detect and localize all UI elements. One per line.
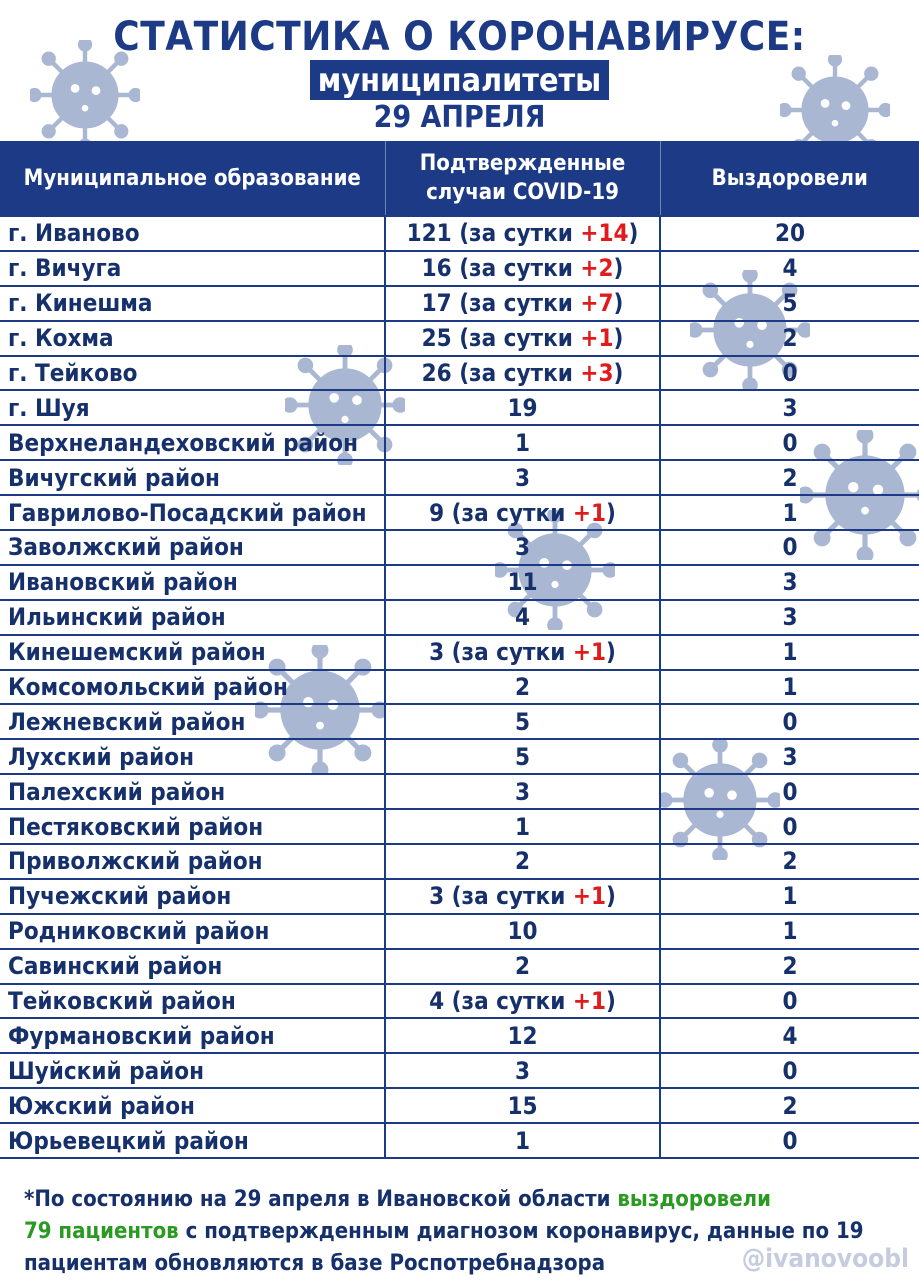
confirmed-cell bbox=[385, 984, 660, 1019]
confirmed-cell bbox=[385, 879, 660, 914]
recovered-count: 0 bbox=[660, 774, 919, 809]
table-row bbox=[0, 914, 919, 949]
daily-suffix: ) bbox=[605, 498, 616, 527]
table-row bbox=[0, 460, 919, 495]
table-row bbox=[0, 251, 919, 286]
daily-prefix: (за сутки bbox=[459, 254, 573, 283]
municipality-name: г. Кохма bbox=[0, 321, 385, 356]
table-row bbox=[0, 1123, 919, 1158]
municipality-name: Лухский район bbox=[0, 739, 385, 774]
recovered-count: 1 bbox=[660, 914, 919, 949]
confirmed-cell bbox=[385, 809, 660, 844]
recovered-count: 2 bbox=[660, 1088, 919, 1123]
confirmed-cell bbox=[385, 739, 660, 774]
confirmed-cell bbox=[385, 216, 660, 251]
recovered-count: 3 bbox=[660, 739, 919, 774]
daily-prefix: (за сутки bbox=[459, 359, 573, 387]
confirmed-cell bbox=[385, 425, 660, 460]
confirmed-cell bbox=[385, 670, 660, 705]
daily-increase: +7 bbox=[580, 289, 614, 318]
table-row bbox=[0, 844, 919, 879]
table-row bbox=[0, 809, 919, 844]
confirmed-count: 3 bbox=[429, 882, 445, 911]
recovered-count: 1 bbox=[660, 495, 919, 530]
municipality-name: Палехский район bbox=[0, 774, 385, 809]
header-confirmed: Подтвержденные случаи COVID-19 bbox=[385, 141, 660, 216]
municipality-name: Юрьевецкий район bbox=[0, 1123, 385, 1158]
confirmed-count: 25 bbox=[421, 324, 452, 353]
recovered-count: 1 bbox=[660, 670, 919, 705]
recovered-count: 0 bbox=[660, 1053, 919, 1088]
recovered-count: 3 bbox=[660, 600, 919, 635]
confirmed-count: 3 bbox=[514, 1056, 531, 1085]
confirmed-count: 3 bbox=[514, 777, 531, 806]
confirmed-count: 1 bbox=[514, 812, 531, 841]
daily-prefix: (за сутки bbox=[451, 987, 566, 1016]
stats-table bbox=[0, 141, 919, 1159]
recovered-count: 0 bbox=[660, 356, 919, 391]
municipality-name: г. Вичуга bbox=[0, 251, 385, 286]
municipality-name: Лежневский район bbox=[0, 704, 385, 739]
table-row bbox=[0, 774, 919, 809]
table-row bbox=[0, 495, 919, 530]
recovered-count: 0 bbox=[660, 425, 919, 460]
daily-increase: +1 bbox=[572, 638, 606, 667]
confirmed-cell bbox=[385, 914, 660, 949]
confirmed-count: 2 bbox=[514, 673, 531, 702]
daily-suffix: ) bbox=[613, 289, 624, 318]
municipality-name: Приволжский район bbox=[0, 844, 385, 879]
confirmed-count: 19 bbox=[507, 393, 538, 422]
recovered-count: 4 bbox=[660, 1018, 919, 1053]
daily-suffix: ) bbox=[613, 254, 624, 283]
municipality-name: г. Шуя bbox=[0, 390, 385, 425]
municipality-name: Гаврилово-Посадский район bbox=[0, 495, 385, 530]
confirmed-count: 1 bbox=[514, 1126, 531, 1155]
confirmed-count: 12 bbox=[507, 1021, 538, 1050]
daily-increase: +2 bbox=[580, 254, 614, 283]
daily-increase: +1 bbox=[580, 324, 614, 353]
social-handle: @ivanovoobl bbox=[741, 1244, 909, 1274]
confirmed-count: 3 bbox=[429, 638, 445, 667]
municipality-name: Пучежский район bbox=[0, 879, 385, 914]
municipality-name: Заволжский район bbox=[0, 530, 385, 565]
recovered-count: 0 bbox=[660, 1123, 919, 1158]
confirmed-cell bbox=[385, 460, 660, 495]
table-row bbox=[0, 1088, 919, 1123]
municipality-name: Пестяковский район bbox=[0, 809, 385, 844]
confirmed-count: 121 bbox=[406, 219, 452, 248]
municipality-name: Ильинский район bbox=[0, 600, 385, 635]
confirmed-cell bbox=[385, 356, 660, 391]
recovered-count: 2 bbox=[660, 949, 919, 984]
recovered-count: 20 bbox=[660, 216, 919, 251]
daily-suffix: ) bbox=[628, 219, 639, 248]
daily-suffix: ) bbox=[605, 882, 616, 911]
daily-prefix: (за сутки bbox=[451, 882, 566, 911]
confirmed-count: 5 bbox=[514, 707, 531, 736]
footnote-highlight-patients: 79 пациентов bbox=[24, 1219, 179, 1244]
municipality-name: г. Иваново bbox=[0, 216, 385, 251]
recovered-count: 0 bbox=[660, 809, 919, 844]
confirmed-cell bbox=[385, 844, 660, 879]
report-date: 29 АПРЕЛЯ bbox=[373, 100, 546, 135]
page-subtitle: муниципалитеты bbox=[310, 60, 609, 100]
table-row bbox=[0, 635, 919, 670]
daily-prefix: (за сутки bbox=[451, 638, 566, 667]
municipality-name: г. Тейково bbox=[0, 356, 385, 391]
daily-prefix: (за сутки bbox=[459, 219, 573, 248]
table-row bbox=[0, 670, 919, 705]
confirmed-count: 15 bbox=[507, 1091, 538, 1120]
confirmed-cell bbox=[385, 495, 660, 530]
table-row bbox=[0, 739, 919, 774]
recovered-count: 0 bbox=[660, 530, 919, 565]
confirmed-cell bbox=[385, 321, 660, 356]
confirmed-count: 26 bbox=[421, 359, 452, 387]
municipality-name: Фурмановский район bbox=[0, 1018, 385, 1053]
daily-increase: +1 bbox=[572, 882, 606, 911]
daily-increase: +3 bbox=[580, 359, 614, 387]
header-municipality: Муниципальное образование bbox=[0, 141, 385, 216]
daily-prefix: (за сутки bbox=[459, 324, 573, 353]
recovered-count: 3 bbox=[660, 390, 919, 425]
page-title: СТАТИСТИКА О КОРОНАВИРУСЕ: bbox=[113, 14, 806, 60]
municipality-name: г. Кинешма bbox=[0, 286, 385, 321]
confirmed-count: 17 bbox=[421, 289, 452, 318]
footnote-part1: *По состоянию на 29 апреля в Ивановской области bbox=[24, 1187, 618, 1212]
daily-suffix: ) bbox=[605, 638, 616, 667]
daily-suffix: ) bbox=[605, 987, 616, 1016]
table-row bbox=[0, 600, 919, 635]
confirmed-cell bbox=[385, 390, 660, 425]
header bbox=[0, 0, 919, 140]
confirmed-cell bbox=[385, 949, 660, 984]
confirmed-cell bbox=[385, 530, 660, 565]
daily-increase: +14 bbox=[580, 219, 629, 248]
header-recovered: Выздоровели bbox=[660, 141, 919, 216]
daily-suffix: ) bbox=[613, 359, 624, 387]
daily-prefix: (за сутки bbox=[459, 289, 573, 318]
table-row bbox=[0, 390, 919, 425]
municipality-name: Савинский район bbox=[0, 949, 385, 984]
confirmed-count: 1 bbox=[514, 428, 531, 457]
daily-prefix: (за сутки bbox=[451, 498, 566, 527]
municipality-name: Тейковский район bbox=[0, 984, 385, 1019]
confirmed-cell bbox=[385, 1053, 660, 1088]
table-row bbox=[0, 216, 919, 251]
recovered-count: 3 bbox=[660, 565, 919, 600]
table-row bbox=[0, 286, 919, 321]
table-row bbox=[0, 879, 919, 914]
table-row bbox=[0, 984, 919, 1019]
municipality-name: Вичугский район bbox=[0, 460, 385, 495]
table-row bbox=[0, 356, 919, 391]
municipality-name: Шуйский район bbox=[0, 1053, 385, 1088]
confirmed-count: 10 bbox=[507, 917, 538, 946]
confirmed-cell bbox=[385, 774, 660, 809]
table-header-row bbox=[0, 141, 919, 216]
confirmed-cell bbox=[385, 565, 660, 600]
confirmed-cell bbox=[385, 704, 660, 739]
confirmed-cell bbox=[385, 600, 660, 635]
table-row bbox=[0, 425, 919, 460]
footnote-highlight-recovered: выздоровели bbox=[617, 1187, 771, 1212]
recovered-count: 2 bbox=[660, 321, 919, 356]
municipality-name: Комсомольский район bbox=[0, 670, 385, 705]
recovered-count: 1 bbox=[660, 879, 919, 914]
confirmed-count: 16 bbox=[421, 254, 452, 283]
confirmed-count: 2 bbox=[514, 847, 531, 876]
confirmed-cell bbox=[385, 1123, 660, 1158]
confirmed-count: 4 bbox=[514, 603, 531, 632]
table-row bbox=[0, 565, 919, 600]
subtitle-wrap bbox=[0, 60, 919, 100]
confirmed-count: 9 bbox=[429, 498, 445, 527]
table-row bbox=[0, 1018, 919, 1053]
municipality-name: Кинешемский район bbox=[0, 635, 385, 670]
recovered-count: 2 bbox=[660, 844, 919, 879]
confirmed-count: 3 bbox=[514, 463, 531, 492]
recovered-count: 1 bbox=[660, 635, 919, 670]
confirmed-cell bbox=[385, 286, 660, 321]
recovered-count: 5 bbox=[660, 286, 919, 321]
recovered-count: 2 bbox=[660, 460, 919, 495]
table-row bbox=[0, 321, 919, 356]
table-row bbox=[0, 704, 919, 739]
municipality-name: Ивановский район bbox=[0, 565, 385, 600]
confirmed-count: 2 bbox=[514, 952, 531, 981]
municipality-name: Южский район bbox=[0, 1088, 385, 1123]
recovered-count: 0 bbox=[660, 704, 919, 739]
table-row bbox=[0, 530, 919, 565]
recovered-count: 0 bbox=[660, 984, 919, 1019]
confirmed-count: 11 bbox=[507, 568, 538, 597]
confirmed-count: 4 bbox=[429, 987, 445, 1016]
footnote-part2: с подтвержденным диагнозом коронавирус, данные по 19 пациентам обновляются в базе Роспотребнадзора bbox=[24, 1219, 864, 1276]
confirmed-count: 5 bbox=[514, 742, 531, 771]
confirmed-cell bbox=[385, 1018, 660, 1053]
confirmed-cell bbox=[385, 251, 660, 286]
table-row bbox=[0, 1053, 919, 1088]
confirmed-count: 3 bbox=[514, 533, 531, 562]
municipality-name: Верхнеландеховский район bbox=[0, 425, 385, 460]
confirmed-cell bbox=[385, 1088, 660, 1123]
municipality-name: Родниковский район bbox=[0, 914, 385, 949]
daily-increase: +1 bbox=[572, 987, 606, 1016]
confirmed-cell bbox=[385, 635, 660, 670]
daily-increase: +1 bbox=[572, 498, 606, 527]
recovered-count: 4 bbox=[660, 251, 919, 286]
daily-suffix: ) bbox=[613, 324, 624, 353]
table-row bbox=[0, 949, 919, 984]
